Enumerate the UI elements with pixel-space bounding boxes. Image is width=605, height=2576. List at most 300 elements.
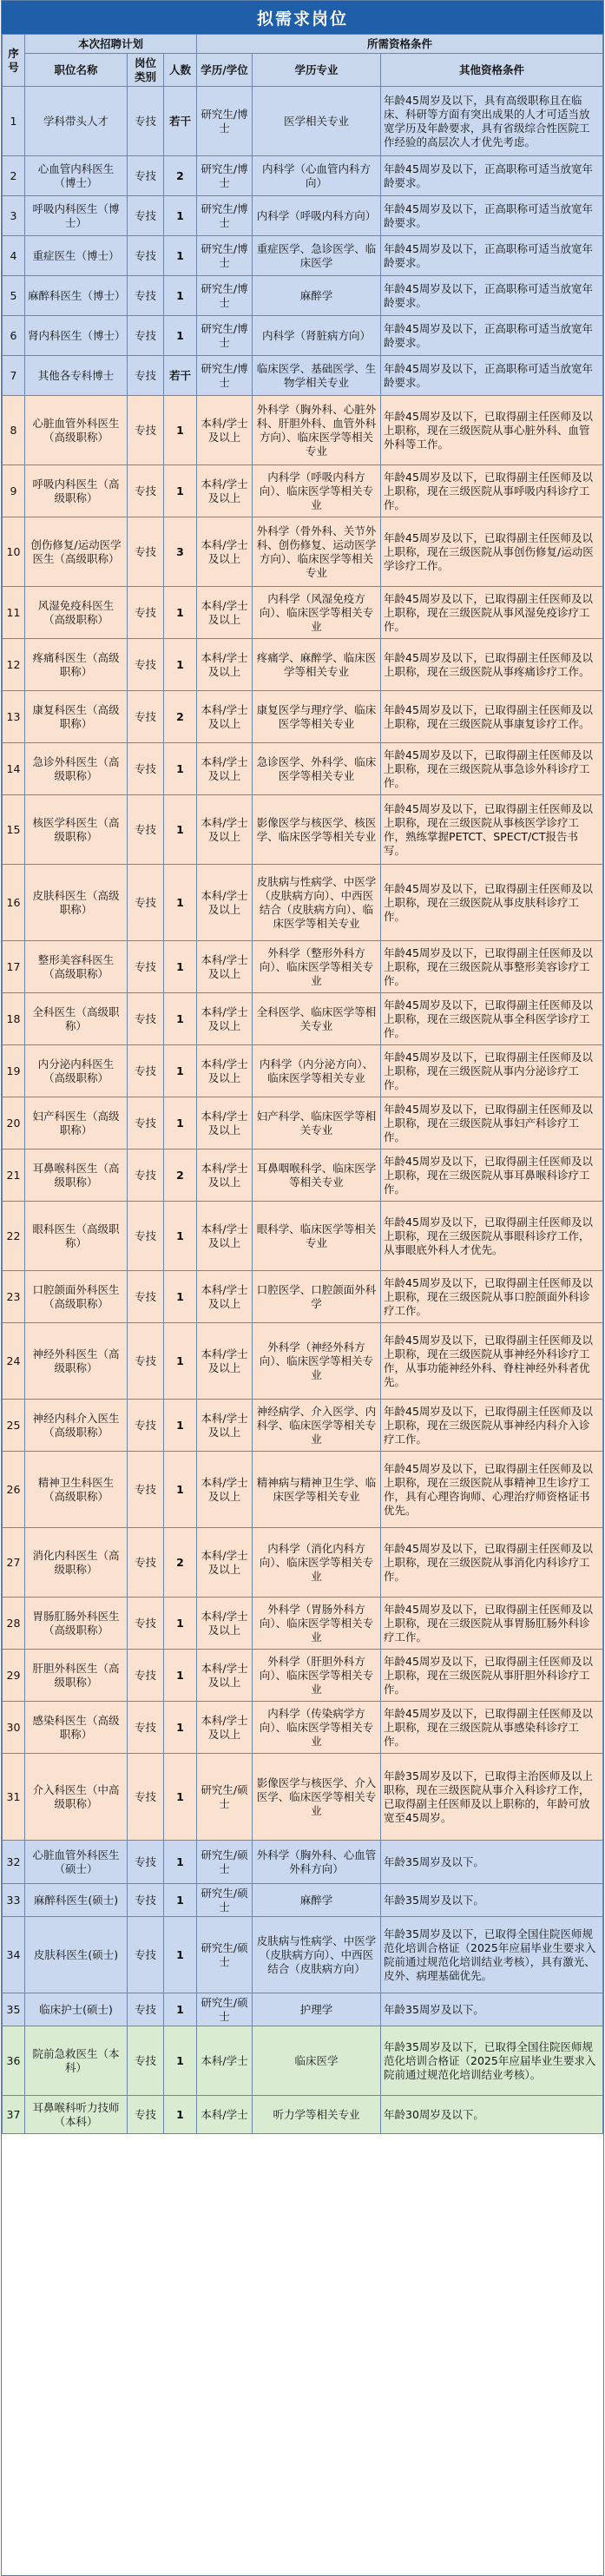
row-major: 口腔医学、口腔颌面外科学 xyxy=(253,1271,381,1323)
row-category: 专技 xyxy=(128,87,164,156)
row-position-name: 妇产科医生（高级职称） xyxy=(25,1097,128,1150)
row-major: 神经病学、介入医学、内科学、临床医学等相关专业 xyxy=(253,1400,381,1452)
table-row xyxy=(3,1452,603,1528)
row-position-name: 麻醉科医生（博士） xyxy=(25,276,128,316)
table-row xyxy=(3,1841,603,1884)
row-major: 内科学（消化内科方向）、临床医学等相关专业 xyxy=(253,1528,381,1598)
row-seq: 30 xyxy=(3,1702,25,1754)
row-category: 专技 xyxy=(128,1993,164,2026)
row-other: 年龄45周岁及以下，已取得副主任医师及以上职称，现在三级医院从事内分泌诊疗工作。 xyxy=(381,1045,603,1097)
row-count: 1 xyxy=(164,316,197,356)
row-count: 2 xyxy=(164,691,197,743)
row-category: 专技 xyxy=(128,196,164,236)
row-count: 2 xyxy=(164,1528,197,1598)
row-count: 1 xyxy=(164,1993,197,2026)
row-edu: 研究生/博士 xyxy=(197,196,253,236)
table-row xyxy=(3,156,603,196)
row-seq: 14 xyxy=(3,743,25,795)
row-edu: 研究生/博士 xyxy=(197,236,253,276)
row-edu: 本科/学士及以上 xyxy=(197,1400,253,1452)
row-position-name: 感染科医生（高级职称） xyxy=(25,1702,128,1754)
row-category: 专技 xyxy=(128,639,164,691)
row-edu: 本科/学士及以上 xyxy=(197,1045,253,1097)
row-edu: 研究生/博士 xyxy=(197,87,253,156)
row-major: 妇产科学、临床医学等相关专业 xyxy=(253,1097,381,1150)
row-other: 年龄45周岁及以下，正高职称可适当放宽年龄要求。 xyxy=(381,196,603,236)
row-position-name: 耳鼻喉科医生（高级职称） xyxy=(25,1150,128,1202)
table-row xyxy=(3,1271,603,1323)
row-count: 1 xyxy=(164,1702,197,1754)
row-other: 年龄45周岁及以下，已取得副主任医师及以上职称，现在三级医院从事康复诊疗工作。 xyxy=(381,691,603,743)
row-edu: 本科/学士及以上 xyxy=(197,743,253,795)
row-seq: 25 xyxy=(3,1400,25,1452)
row-major: 外科学（骨外科、关节外科、创伤修复、运动医学方向）、临床医学等相关专业 xyxy=(253,517,381,587)
row-count: 1 xyxy=(164,465,197,517)
row-category: 专技 xyxy=(128,396,164,465)
row-position-name: 临床护士(硕士) xyxy=(25,1993,128,2026)
row-count: 1 xyxy=(164,639,197,691)
row-seq: 15 xyxy=(3,795,25,865)
row-edu: 研究生/硕士 xyxy=(197,1993,253,2026)
row-major: 皮肤病与性病学、中医学（皮肤病方向）、中西医结合（皮肤病方向）、临床医学等相关专业 xyxy=(253,865,381,941)
table-row xyxy=(3,87,603,156)
row-category: 专技 xyxy=(128,1702,164,1754)
row-major: 外科学（神经外科方向）、临床医学等相关专业 xyxy=(253,1323,381,1400)
row-count: 1 xyxy=(164,276,197,316)
table-row xyxy=(3,1400,603,1452)
row-position-name: 呼吸内科医生（高级职称） xyxy=(25,465,128,517)
row-position-name: 肾内科医生（博士） xyxy=(25,316,128,356)
row-count: 1 xyxy=(164,1045,197,1097)
row-major: 影像医学与核医学、核医学、临床医学等相关专业 xyxy=(253,795,381,865)
row-position-name: 眼科医生（高级职称） xyxy=(25,1202,128,1271)
header-edu: 学历/学位 xyxy=(197,54,253,87)
row-position-name: 疼痛科医生（高级职称） xyxy=(25,639,128,691)
row-other: 年龄45周岁及以下，已取得副主任医师及以上职称，现在三级医院从事核医学诊疗工作，熟练掌握PETCT、SPECT/CT报告书写。 xyxy=(381,795,603,865)
row-category: 专技 xyxy=(128,2096,164,2134)
row-position-name: 呼吸内科医生（博士） xyxy=(25,196,128,236)
row-other: 年龄45周岁及以下，已取得副主任医师及以上职称，现在三级医院从事肝胆外科诊疗工作。 xyxy=(381,1650,603,1702)
table-row xyxy=(3,1754,603,1841)
row-category: 专技 xyxy=(128,1400,164,1452)
row-category: 专技 xyxy=(128,795,164,865)
row-major: 护理学 xyxy=(253,1993,381,2026)
row-other: 年龄45周岁及以下，已取得副主任医师及以上职称，现在三级医院从事疼痛诊疗工作。 xyxy=(381,639,603,691)
row-seq: 35 xyxy=(3,1993,25,2026)
row-category: 专技 xyxy=(128,1841,164,1884)
row-other: 年龄35周岁及以下。 xyxy=(381,1841,603,1884)
table-row xyxy=(3,465,603,517)
row-edu: 研究生/博士 xyxy=(197,156,253,196)
row-position-name: 核医学科医生（高级职称） xyxy=(25,795,128,865)
row-position-name: 介入科医生（中高级职称） xyxy=(25,1754,128,1841)
row-position-name: 风湿免疫科医生（高级职称） xyxy=(25,587,128,639)
row-seq: 21 xyxy=(3,1150,25,1202)
row-seq: 17 xyxy=(3,941,25,993)
row-position-name: 重症医生（博士） xyxy=(25,236,128,276)
row-edu: 本科/学士及以上 xyxy=(197,1150,253,1202)
row-edu: 本科/学士及以上 xyxy=(197,639,253,691)
row-category: 专技 xyxy=(128,517,164,587)
row-edu: 本科/学士及以上 xyxy=(197,587,253,639)
row-seq: 31 xyxy=(3,1754,25,1841)
row-seq: 4 xyxy=(3,236,25,276)
row-count: 若干 xyxy=(164,356,197,396)
row-seq: 6 xyxy=(3,316,25,356)
row-position-name: 皮肤科医生(硕士) xyxy=(25,1917,128,1993)
row-position-name: 内分泌内科医生（高级职称） xyxy=(25,1045,128,1097)
row-edu: 本科/学士及以上 xyxy=(197,865,253,941)
page-title: 拟需求岗位 xyxy=(2,1,603,34)
row-edu: 本科/学士及以上 xyxy=(197,1097,253,1150)
row-seq: 5 xyxy=(3,276,25,316)
row-major: 外科学（胸外科、心脏外科、肝胆外科、血管外科方向）、临床医学等相关专业 xyxy=(253,396,381,465)
row-edu: 本科/学士及以上 xyxy=(197,1323,253,1400)
row-seq: 29 xyxy=(3,1650,25,1702)
row-count: 1 xyxy=(164,743,197,795)
row-edu: 本科/学士及以上 xyxy=(197,1202,253,1271)
table-row xyxy=(3,517,603,587)
table-row xyxy=(3,2026,603,2096)
row-seq: 26 xyxy=(3,1452,25,1528)
row-count: 1 xyxy=(164,196,197,236)
row-major: 疼痛学、麻醉学、临床医学等相关专业 xyxy=(253,639,381,691)
row-major: 麻醉学 xyxy=(253,276,381,316)
row-seq: 8 xyxy=(3,396,25,465)
row-count: 2 xyxy=(164,156,197,196)
row-category: 专技 xyxy=(128,1884,164,1917)
header-plan: 本次招聘计划 xyxy=(25,35,197,54)
row-seq: 19 xyxy=(3,1045,25,1097)
row-category: 专技 xyxy=(128,1754,164,1841)
row-major: 影像医学与核医学、介入医学、临床医学等相关专业 xyxy=(253,1754,381,1841)
row-major: 外科学（肝胆外科方向）、临床医学等相关专业 xyxy=(253,1650,381,1702)
table-row xyxy=(3,1650,603,1702)
row-count: 3 xyxy=(164,517,197,587)
table-row xyxy=(3,1202,603,1271)
row-seq: 3 xyxy=(3,196,25,236)
row-seq: 36 xyxy=(3,2026,25,2096)
row-edu: 研究生/硕士 xyxy=(197,1841,253,1884)
table-row xyxy=(3,743,603,795)
row-edu: 本科/学士及以上 xyxy=(197,517,253,587)
row-seq: 7 xyxy=(3,356,25,396)
header-seq: 序号 xyxy=(3,35,25,87)
row-seq: 12 xyxy=(3,639,25,691)
row-seq: 22 xyxy=(3,1202,25,1271)
header-count: 人数 xyxy=(164,54,197,87)
row-category: 专技 xyxy=(128,941,164,993)
row-major: 内科学（心血管内科方向） xyxy=(253,156,381,196)
row-other: 年龄45周岁及以下，正高职称可适当放宽年龄要求。 xyxy=(381,316,603,356)
row-category: 专技 xyxy=(128,356,164,396)
table-row xyxy=(3,1598,603,1650)
row-position-name: 麻醉科医生(硕士) xyxy=(25,1884,128,1917)
table-row xyxy=(3,1702,603,1754)
header-position: 职位名称 xyxy=(25,54,128,87)
row-other: 年龄45周岁及以下，已取得副主任医师及以上职称，现在三级医院从事眼科诊疗工作，从事眼底外科人才优先。 xyxy=(381,1202,603,1271)
row-other: 年龄45周岁及以下，已取得副主任医师及以上职称，现在三级医院从事感染科诊疗工作。 xyxy=(381,1702,603,1754)
row-position-name: 其他各专科博士 xyxy=(25,356,128,396)
table-row xyxy=(3,1097,603,1150)
row-edu: 研究生/硕士 xyxy=(197,1884,253,1917)
row-category: 专技 xyxy=(128,865,164,941)
row-other: 年龄45周岁及以下，正高职称可适当放宽年龄要求。 xyxy=(381,356,603,396)
row-major: 内科学（内分泌方向）、临床医学等相关专业 xyxy=(253,1045,381,1097)
row-major: 临床医学 xyxy=(253,2026,381,2096)
row-major: 急诊医学、外科学、临床医学等相关专业 xyxy=(253,743,381,795)
row-count: 1 xyxy=(164,2026,197,2096)
row-seq: 32 xyxy=(3,1841,25,1884)
row-position-name: 耳鼻喉科听力技师（本科） xyxy=(25,2096,128,2134)
table-row xyxy=(3,691,603,743)
row-count: 1 xyxy=(164,2096,197,2134)
table-row xyxy=(3,587,603,639)
row-count: 1 xyxy=(164,993,197,1045)
row-other: 年龄45周岁及以下，已取得副主任医师及以上职称，现在三级医院从事精神卫生诊疗工作，具有心理咨询师、心理治疗师资格证书优先。 xyxy=(381,1452,603,1528)
row-major: 重症医学、急诊医学、临床医学 xyxy=(253,236,381,276)
row-edu: 本科/学士及以上 xyxy=(197,465,253,517)
table-row xyxy=(3,196,603,236)
row-seq: 1 xyxy=(3,87,25,156)
row-other: 年龄45周岁及以下，已取得副主任医师及以上职称，现在三级医院从事神经内科介入诊疗工作。 xyxy=(381,1400,603,1452)
row-seq: 10 xyxy=(3,517,25,587)
row-seq: 18 xyxy=(3,993,25,1045)
row-seq: 33 xyxy=(3,1884,25,1917)
row-edu: 研究生/博士 xyxy=(197,316,253,356)
row-seq: 9 xyxy=(3,465,25,517)
row-seq: 11 xyxy=(3,587,25,639)
row-other: 年龄45周岁及以下，已取得副主任医师及以上职称，现在三级医院从事急诊外科诊疗工作。 xyxy=(381,743,603,795)
row-count: 2 xyxy=(164,1150,197,1202)
row-other: 年龄35周岁及以下，已取得全国住院医师规范化培训合格证（2025年应届毕业生要求入院前通过规范化培训结业考核）。 xyxy=(381,2026,603,2096)
row-count: 1 xyxy=(164,1884,197,1917)
positions-table xyxy=(2,34,603,2134)
header-major: 学历专业 xyxy=(253,54,381,87)
row-other: 年龄45周岁及以下，已取得副主任医师及以上职称，现在三级医院从事创伤修复/运动医学诊疗工作。 xyxy=(381,517,603,587)
table-row xyxy=(3,1323,603,1400)
row-category: 专技 xyxy=(128,691,164,743)
row-count: 1 xyxy=(164,795,197,865)
row-other: 年龄35周岁及以下，已取得全国住院医师规范化培训合格证（2025年应届毕业生要求入院前通过规范化培训结业考核），具有激光、皮外、病理基础优先。 xyxy=(381,1917,603,1993)
row-edu: 本科/学士 xyxy=(197,2026,253,2096)
row-major: 内科学（呼吸内科方向） xyxy=(253,196,381,236)
row-count: 1 xyxy=(164,1271,197,1323)
row-edu: 本科/学士及以上 xyxy=(197,795,253,865)
row-seq: 28 xyxy=(3,1598,25,1650)
row-major: 精神病与精神卫生学、临床医学等相关专业 xyxy=(253,1452,381,1528)
row-major: 外科学（整形外科方向）、临床医学等相关专业 xyxy=(253,941,381,993)
row-major: 耳鼻咽喉科学、临床医学等相关专业 xyxy=(253,1150,381,1202)
row-other: 年龄45周岁及以下，已取得副主任医师及以上职称，现在三级医院从事全科医学诊疗工作。 xyxy=(381,993,603,1045)
row-position-name: 心血管内科医生（博士） xyxy=(25,156,128,196)
row-category: 专技 xyxy=(128,1271,164,1323)
table-body xyxy=(3,87,603,2134)
table-row xyxy=(3,993,603,1045)
row-category: 专技 xyxy=(128,2026,164,2096)
row-category: 专技 xyxy=(128,276,164,316)
row-edu: 本科/学士及以上 xyxy=(197,1452,253,1528)
row-other: 年龄45周岁及以下，已取得副主任医师及以上职称，现在三级医院从事心脏外科、血管外科等工作。 xyxy=(381,396,603,465)
row-count: 1 xyxy=(164,1202,197,1271)
row-category: 专技 xyxy=(128,316,164,356)
row-other: 年龄45周岁及以下，具有高级职称且在临床、科研等方面有突出成果的人才可适当放宽学历及年龄要求，具有省级综合性医院工作经验的高层次人才优先考虑。 xyxy=(381,87,603,156)
row-other: 年龄35周岁及以下，已取得主治医师及以上职称，现在三级医院从事介入科诊疗工作，已取得副主任医师及以上职称的，年龄可放宽至45周岁。 xyxy=(381,1754,603,1841)
row-count: 1 xyxy=(164,865,197,941)
recruitment-table-container xyxy=(1,0,604,2576)
row-edu: 研究生/硕士 xyxy=(197,1754,253,1841)
row-category: 专技 xyxy=(128,1598,164,1650)
row-major: 内科学（风湿免疫方向）、临床医学等相关专业 xyxy=(253,587,381,639)
row-other: 年龄45周岁及以下，已取得副主任医师及以上职称，现在三级医院从事妇产科诊疗工作。 xyxy=(381,1097,603,1150)
row-category: 专技 xyxy=(128,1097,164,1150)
table-row xyxy=(3,795,603,865)
row-category: 专技 xyxy=(128,993,164,1045)
row-seq: 37 xyxy=(3,2096,25,2134)
row-category: 专技 xyxy=(128,465,164,517)
row-category: 专技 xyxy=(128,1150,164,1202)
row-other: 年龄45周岁及以下，已取得副主任医师及以上职称，现在三级医院从事胃肠肛肠外科诊疗工作。 xyxy=(381,1598,603,1650)
row-position-name: 院前急救医生（本科） xyxy=(25,2026,128,2096)
row-major: 听力学等相关专业 xyxy=(253,2096,381,2134)
row-edu: 本科/学士及以上 xyxy=(197,1702,253,1754)
table-row xyxy=(3,639,603,691)
row-count: 若干 xyxy=(164,87,197,156)
table-row xyxy=(3,1045,603,1097)
row-major: 眼科学、临床医学等相关专业 xyxy=(253,1202,381,1271)
row-major: 康复医学与理疗学、临床医学等相关专业 xyxy=(253,691,381,743)
row-position-name: 急诊外科医生（高级职称） xyxy=(25,743,128,795)
row-other: 年龄35周岁及以下。 xyxy=(381,1884,603,1917)
row-position-name: 神经内科介入医生（高级职称） xyxy=(25,1400,128,1452)
row-category: 专技 xyxy=(128,1650,164,1702)
row-position-name: 皮肤科医生（高级职称） xyxy=(25,865,128,941)
row-count: 1 xyxy=(164,1598,197,1650)
row-position-name: 整形美容科医生（高级职称） xyxy=(25,941,128,993)
row-major: 皮肤病与性病学、中医学（皮肤病方向）、中西医结合（皮肤病方向） xyxy=(253,1917,381,1993)
row-major: 外科学（胃肠外科方向）、临床医学等相关专业 xyxy=(253,1598,381,1650)
row-position-name: 创伤修复/运动医学医生（高级职称） xyxy=(25,517,128,587)
row-other: 年龄45周岁及以下，正高职称可适当放宽年龄要求。 xyxy=(381,236,603,276)
row-major: 内科学（肾脏病方向） xyxy=(253,316,381,356)
table-row xyxy=(3,1150,603,1202)
table-row xyxy=(3,941,603,993)
row-seq: 34 xyxy=(3,1917,25,1993)
row-major: 医学相关专业 xyxy=(253,87,381,156)
row-seq: 24 xyxy=(3,1323,25,1400)
row-count: 1 xyxy=(164,396,197,465)
row-category: 专技 xyxy=(128,743,164,795)
row-major: 临床医学、基础医学、生物学相关专业 xyxy=(253,356,381,396)
row-category: 专技 xyxy=(128,1202,164,1271)
row-count: 1 xyxy=(164,1452,197,1528)
row-count: 1 xyxy=(164,587,197,639)
row-other: 年龄45周岁及以下，正高职称可适当放宽年龄要求。 xyxy=(381,276,603,316)
row-other: 年龄45周岁及以下，已取得副主任医师及以上职称，现在三级医院从事风湿免疫诊疗工作。 xyxy=(381,587,603,639)
table-row xyxy=(3,1917,603,1993)
row-category: 专技 xyxy=(128,1917,164,1993)
row-count: 1 xyxy=(164,1400,197,1452)
row-position-name: 学科带头人才 xyxy=(25,87,128,156)
table-row xyxy=(3,1993,603,2026)
row-other: 年龄45周岁及以下，已取得副主任医师及以上职称，现在三级医院从事呼吸内科诊疗工作。 xyxy=(381,465,603,517)
table-row xyxy=(3,1528,603,1598)
row-other: 年龄45周岁及以下，已取得副主任医师及以上职称，现在三级医院从事整形美容诊疗工作。 xyxy=(381,941,603,993)
row-edu: 本科/学士及以上 xyxy=(197,691,253,743)
row-seq: 16 xyxy=(3,865,25,941)
row-position-name: 精神卫生科医生（高级职称） xyxy=(25,1452,128,1528)
row-position-name: 肝胆外科医生（高级职称） xyxy=(25,1650,128,1702)
header-other: 其他资格条件 xyxy=(381,54,603,87)
row-category: 专技 xyxy=(128,236,164,276)
row-major: 全科医学、临床医学等相关专业 xyxy=(253,993,381,1045)
row-edu: 本科/学士及以上 xyxy=(197,1271,253,1323)
row-count: 1 xyxy=(164,1650,197,1702)
row-count: 1 xyxy=(164,236,197,276)
table-row xyxy=(3,865,603,941)
row-edu: 本科/学士及以上 xyxy=(197,1598,253,1650)
row-edu: 本科/学士及以上 xyxy=(197,1650,253,1702)
table-row xyxy=(3,2096,603,2134)
row-edu: 本科/学士 xyxy=(197,2096,253,2134)
row-position-name: 口腔颌面外科医生（高级职称） xyxy=(25,1271,128,1323)
table-row xyxy=(3,276,603,316)
row-category: 专技 xyxy=(128,587,164,639)
row-other: 年龄45周岁及以下，已取得副主任医师及以上职称，现在三级医院从事神经外科诊疗工作，从事功能神经外科、脊柱神经外科者优先。 xyxy=(381,1323,603,1400)
row-category: 专技 xyxy=(128,156,164,196)
header-requirements: 所需资格条件 xyxy=(197,35,603,54)
row-edu: 研究生/博士 xyxy=(197,356,253,396)
row-edu: 本科/学士及以上 xyxy=(197,396,253,465)
row-major: 麻醉学 xyxy=(253,1884,381,1917)
row-major: 外科学（胸外科、心血管外科方向） xyxy=(253,1841,381,1884)
row-position-name: 心脏血管外科医生（硕士） xyxy=(25,1841,128,1884)
row-count: 1 xyxy=(164,941,197,993)
table-row xyxy=(3,396,603,465)
table-row xyxy=(3,356,603,396)
row-position-name: 胃肠肛肠外科医生（高级职称） xyxy=(25,1598,128,1650)
row-edu: 本科/学士及以上 xyxy=(197,941,253,993)
row-other: 年龄45周岁及以下，正高职称可适当放宽年龄要求。 xyxy=(381,156,603,196)
row-count: 1 xyxy=(164,1841,197,1884)
row-seq: 27 xyxy=(3,1528,25,1598)
row-edu: 研究生/硕士 xyxy=(197,1917,253,1993)
row-other: 年龄45周岁及以下，已取得副主任医师及以上职称，现在三级医院从事口腔颌面外科诊疗工作。 xyxy=(381,1271,603,1323)
row-edu: 研究生/博士 xyxy=(197,276,253,316)
row-other: 年龄45周岁及以下，已取得副主任医师及以上职称，现在三级医院从事消化内科诊疗工作。 xyxy=(381,1528,603,1598)
row-major: 内科学（传染病学方向）、临床医学等相关专业 xyxy=(253,1702,381,1754)
row-seq: 13 xyxy=(3,691,25,743)
row-major: 内科学（呼吸内科方向）、临床医学等相关专业 xyxy=(253,465,381,517)
row-edu: 本科/学士及以上 xyxy=(197,993,253,1045)
table-row xyxy=(3,236,603,276)
row-category: 专技 xyxy=(128,1045,164,1097)
row-other: 年龄30周岁及以下。 xyxy=(381,2096,603,2134)
header-category: 岗位类别 xyxy=(128,54,164,87)
row-position-name: 全科医生（高级职称） xyxy=(25,993,128,1045)
row-other: 年龄35周岁及以下。 xyxy=(381,1993,603,2026)
row-position-name: 康复科医生（高级职称） xyxy=(25,691,128,743)
row-seq: 23 xyxy=(3,1271,25,1323)
row-other: 年龄45周岁及以下，已取得副主任医师及以上职称，现在三级医院从事耳鼻喉科诊疗工作。 xyxy=(381,1150,603,1202)
row-position-name: 消化内科医生（高级职称） xyxy=(25,1528,128,1598)
row-position-name: 心脏血管外科医生（高级职称） xyxy=(25,396,128,465)
row-category: 专技 xyxy=(128,1528,164,1598)
row-seq: 2 xyxy=(3,156,25,196)
row-category: 专技 xyxy=(128,1323,164,1400)
table-row xyxy=(3,1884,603,1917)
row-count: 1 xyxy=(164,1097,197,1150)
